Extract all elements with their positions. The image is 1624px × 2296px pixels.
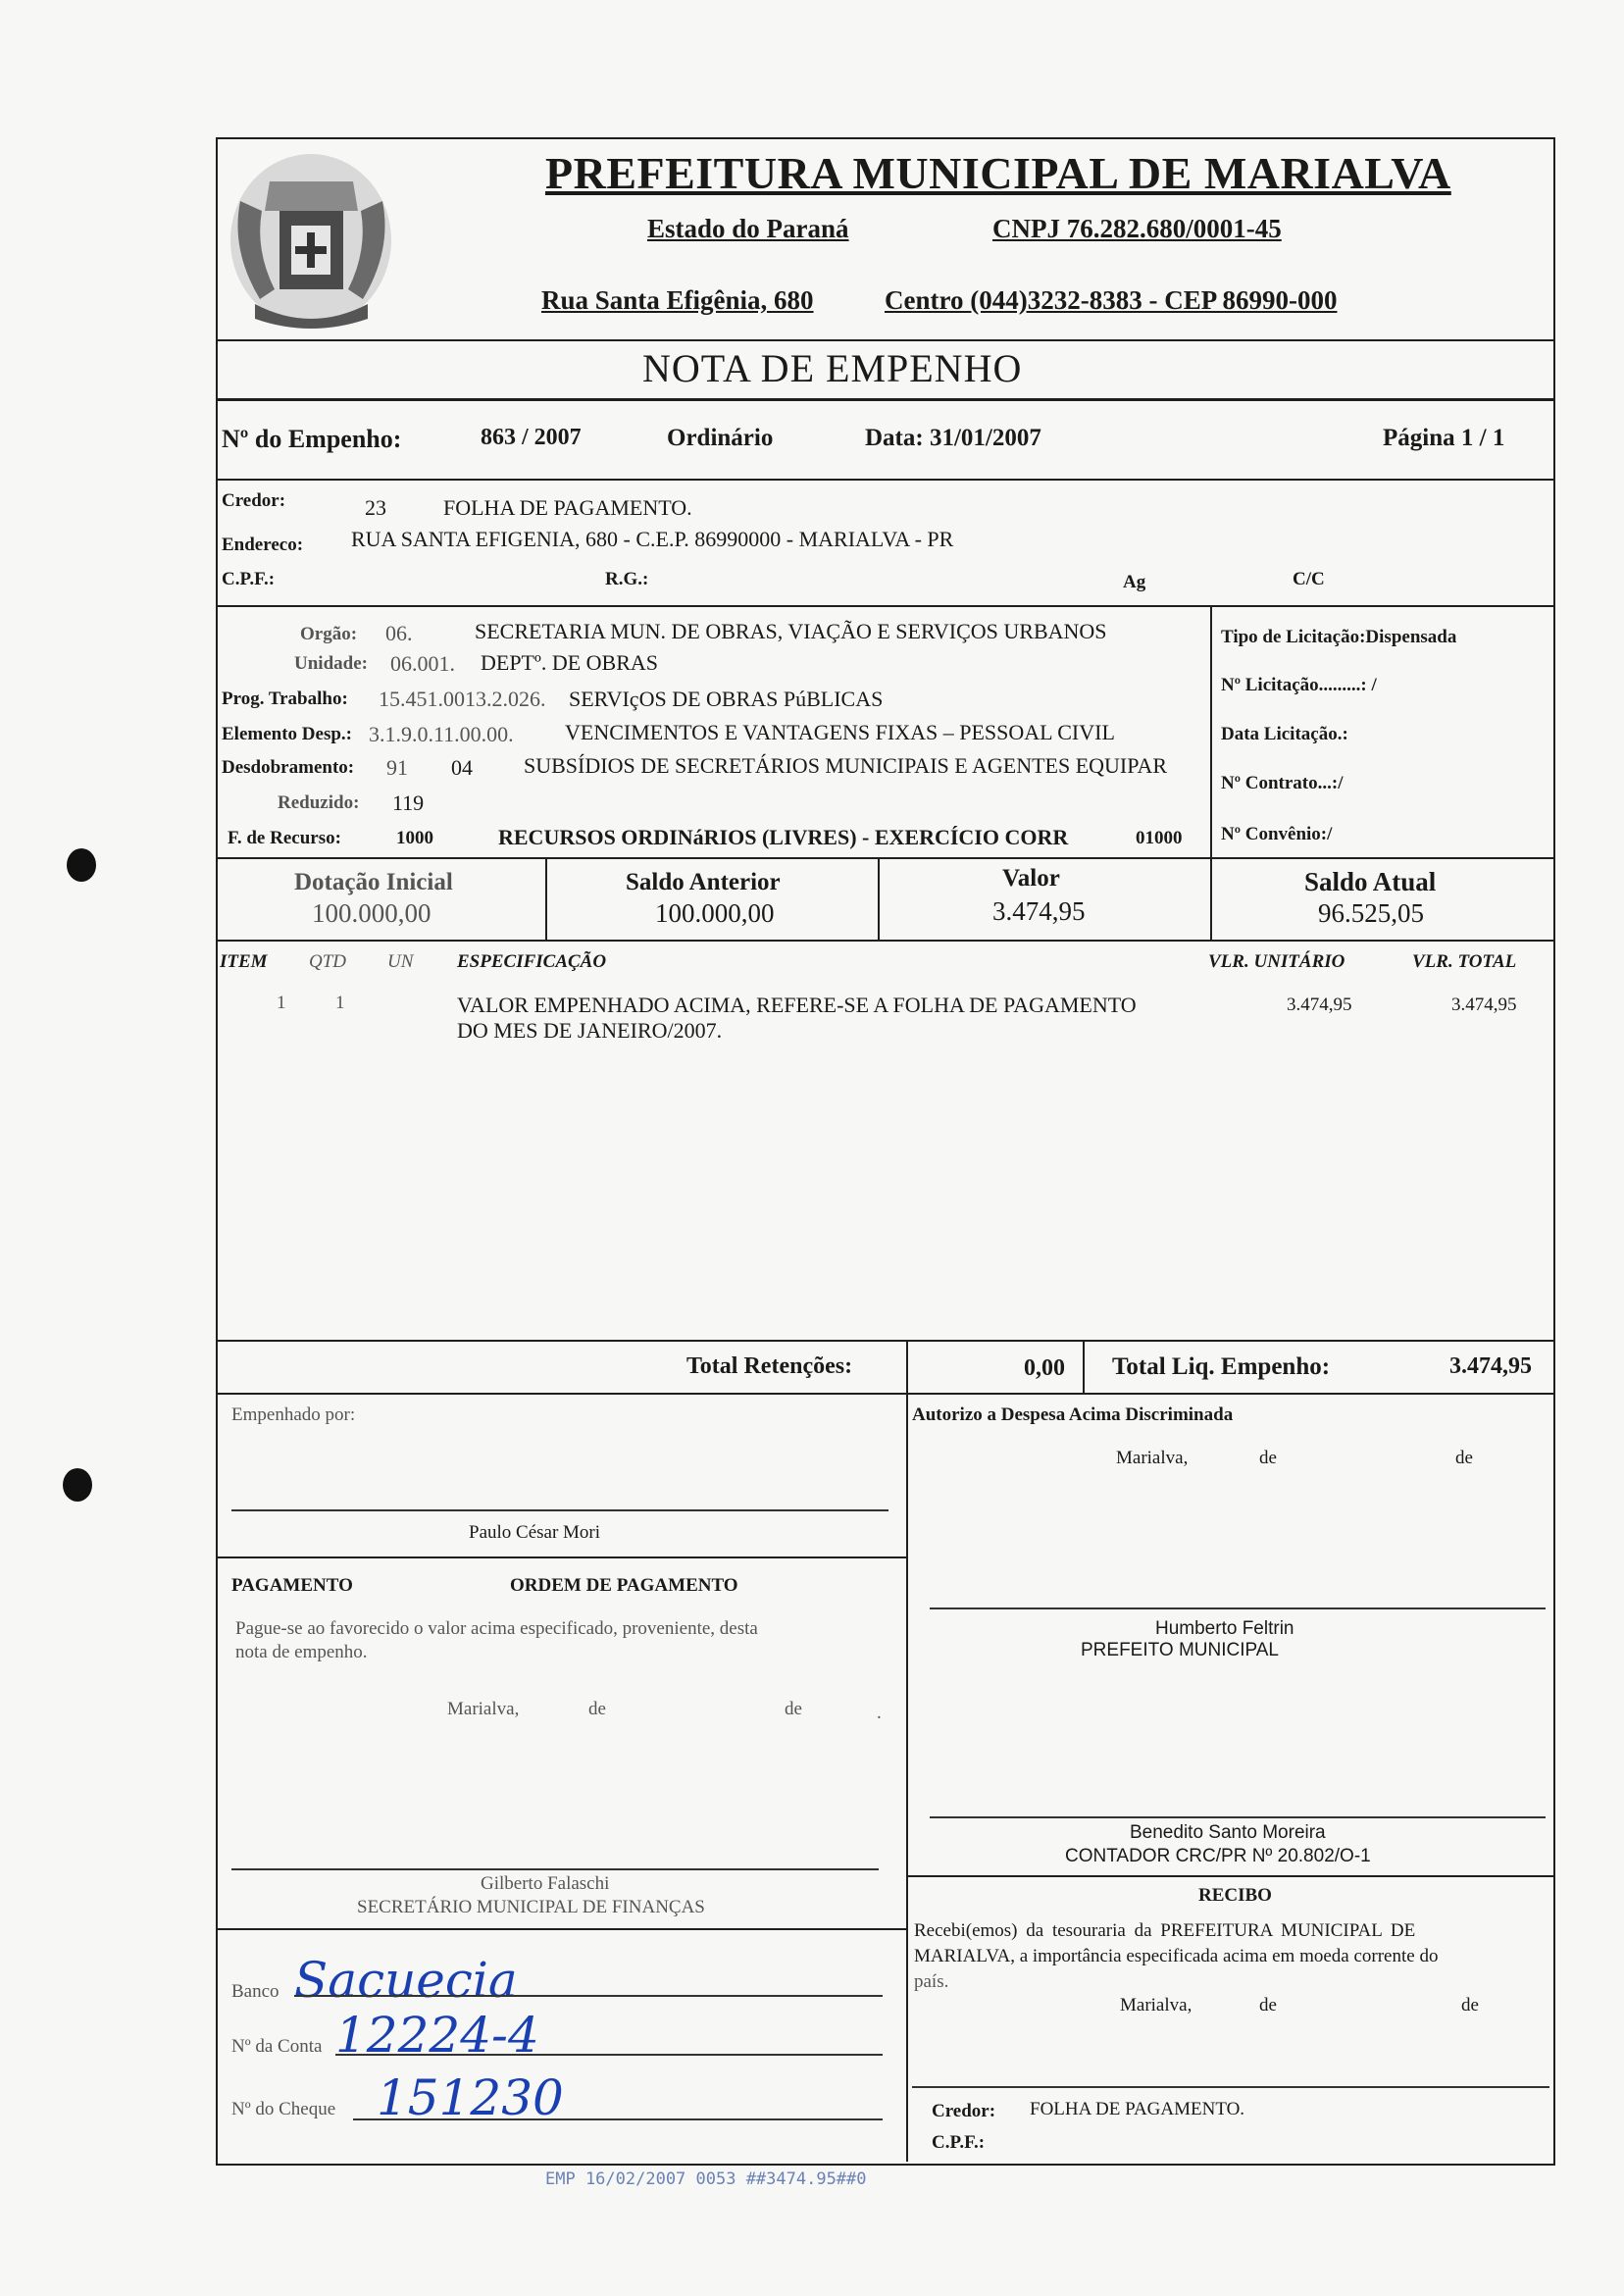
anterior-label: Saldo Anterior	[626, 869, 781, 895]
unidade-label: Unidade:	[294, 653, 368, 674]
header-title: PREFEITURA MUNICIPAL DE MARIALVA	[545, 148, 1451, 198]
recibo-credor-value: FOLHA DE PAGAMENTO.	[1030, 2099, 1245, 2119]
recibo-de-1: de	[1259, 1995, 1277, 2015]
secretario-nome: Gilberto Falaschi	[481, 1873, 610, 1894]
autorizo-de-1: de	[1259, 1448, 1277, 1468]
orgao-label: Orgão:	[300, 624, 358, 644]
autorizo-local: Marialva,	[1116, 1448, 1189, 1468]
item-espec-line1: VALOR EMPENHADO ACIMA, REFERE-SE A FOLHA DE PAGAMENTO	[457, 993, 1137, 1017]
credor-code: 23	[365, 495, 386, 520]
empenho-number-label: Nº do Empenho:	[222, 425, 402, 453]
prefeito-cargo: PREFEITO MUNICIPAL	[1081, 1640, 1279, 1660]
recibo-line2: MARIALVA, a importância especificada acima em moeda corrente do	[914, 1946, 1439, 1966]
prog-label: Prog. Trabalho:	[222, 689, 348, 709]
header-state: Estado do Paraná	[647, 214, 849, 243]
banco-value[interactable]: Sacuecia	[294, 1952, 518, 2009]
item-number: 1	[277, 993, 286, 1013]
conta-value[interactable]: 12224-4	[335, 2007, 539, 2064]
elemento-label: Elemento Desp.:	[222, 724, 352, 744]
recibo-line1: Recebi(emos) da tesouraria da PREFEITURA MUNICIPAL DE	[914, 1920, 1416, 1941]
endereco-label: Endereco:	[222, 535, 304, 555]
item-vlr-unit: 3.474,95	[1287, 995, 1352, 1015]
rg-label: R.G.:	[605, 569, 649, 589]
autorizo-de-2: de	[1455, 1448, 1473, 1468]
pagamento-dot: .	[877, 1703, 882, 1723]
recurso-value: 1000	[396, 828, 433, 848]
orgao-code: 06.	[385, 621, 413, 645]
elemento-value: 3.1.9.0.11.00.00.	[369, 722, 514, 746]
desdobramento-b: 04	[451, 755, 473, 780]
licitacao-numero: Nº Licitação.........: /	[1221, 675, 1377, 695]
recibo-de-2: de	[1461, 1995, 1479, 2015]
empenho-kind: Ordinário	[667, 425, 774, 451]
col-qtd: QTD	[309, 951, 347, 972]
liq-value: 3.474,95	[1449, 1353, 1532, 1379]
credor-label: Credor:	[222, 490, 286, 511]
recurso-label: F. de Recurso:	[228, 828, 341, 848]
reduzido-label: Reduzido:	[278, 792, 360, 813]
pagamento-label: PAGAMENTO	[231, 1575, 353, 1596]
retencoes-label: Total Retenções:	[686, 1353, 853, 1379]
bank-stamp: EMP 16/02/2007 0053 ##3474.95##0	[545, 2169, 867, 2189]
punch-hole-top	[67, 848, 96, 882]
orgao-name: SECRETARIA MUN. DE OBRAS, VIAÇÃO E SERVIÇOS URBANOS	[475, 619, 1107, 643]
secretario-cargo: SECRETÁRIO MUNICIPAL DE FINANÇAS	[357, 1897, 705, 1917]
desdobramento-name: SUBSÍDIOS DE SECRETÁRIOS MUNICIPAIS E AGENTES EQUIPAR	[524, 753, 1168, 778]
endereco-value: RUA SANTA EFIGENIA, 680 - C.E.P. 86990000 - MARIALVA - PR	[351, 527, 954, 551]
header-contact: Centro (044)3232-8383 - CEP 86990-000	[885, 285, 1338, 315]
recibo-local: Marialva,	[1120, 1995, 1193, 2015]
prog-value: 15.451.0013.2.026.	[379, 687, 546, 711]
contador-cargo: CONTADOR CRC/PR Nº 20.802/O-1	[1065, 1846, 1371, 1866]
retencoes-value: 0,00	[1024, 1355, 1065, 1381]
reduzido-value: 119	[392, 791, 425, 815]
empenhado-nome: Paulo César Mori	[469, 1522, 601, 1543]
ordem-pagamento-label: ORDEM DE PAGAMENTO	[510, 1575, 738, 1596]
prefeito-nome: Humberto Feltrin	[1155, 1618, 1294, 1639]
recibo-line3: país.	[914, 1971, 949, 1992]
licitacao-contrato: Nº Contrato...:/	[1221, 773, 1344, 793]
unidade-code: 06.001.	[390, 651, 455, 676]
item-vlr-total: 3.474,95	[1451, 995, 1517, 1015]
liq-label: Total Liq. Empenho:	[1112, 1353, 1331, 1380]
header-address: Rua Santa Efigênia, 680	[541, 285, 814, 315]
header-cnpj: CNPJ 76.282.680/0001-45	[992, 214, 1282, 243]
col-vlr-total: VLR. TOTAL	[1412, 951, 1517, 972]
item-qtd: 1	[335, 993, 345, 1013]
recurso-name: RECURSOS ORDINáRIOS (LIVRES) - EXERCÍCIO CORR	[498, 825, 1069, 849]
ag-label: Ag	[1123, 572, 1146, 592]
credor-name: FOLHA DE PAGAMENTO.	[443, 495, 692, 520]
col-un: UN	[387, 951, 414, 972]
recibo-title: RECIBO	[1198, 1885, 1272, 1906]
cheque-label: Nº do Cheque	[231, 2099, 336, 2119]
pagamento-local: Marialva,	[447, 1699, 520, 1719]
document-type-title: NOTA DE EMPENHO	[642, 346, 1023, 390]
licitacao-data: Data Licitação.:	[1221, 724, 1348, 744]
recurso-code: 01000	[1136, 828, 1183, 848]
dotacao-value: 100.000,00	[312, 898, 431, 928]
atual-value: 96.525,05	[1318, 898, 1424, 928]
empenho-page: Página 1 / 1	[1383, 425, 1505, 451]
empenho-date: Data: 31/01/2007	[865, 425, 1041, 451]
recibo-cpf-label: C.P.F.:	[932, 2132, 986, 2153]
autorizo-text: Autorizo a Despesa Acima Discriminada	[912, 1404, 1234, 1425]
item-espec-line2: DO MES DE JANEIRO/2007.	[457, 1018, 723, 1043]
pagamento-de-2: de	[785, 1699, 802, 1719]
col-item: ITEM	[220, 951, 268, 972]
licitacao-convenio: Nº Convênio:/	[1221, 824, 1333, 844]
col-vlr-unit: VLR. UNITÁRIO	[1208, 951, 1345, 972]
pagamento-de-1: de	[588, 1699, 606, 1719]
licitacao-tipo: Tipo de Licitação:Dispensada	[1221, 627, 1457, 647]
conta-label: Nº da Conta	[231, 2036, 323, 2057]
pague-line2: nota de empenho.	[235, 1642, 368, 1662]
unidade-name: DEPTº. DE OBRAS	[481, 650, 659, 675]
empenho-number: 863 / 2007	[481, 425, 582, 450]
cpf-label: C.P.F.:	[222, 569, 276, 589]
valor-value: 3.474,95	[992, 896, 1086, 926]
cc-label: C/C	[1293, 569, 1325, 589]
pague-line1: Pague-se ao favorecido o valor acima especificado, proveniente, desta	[235, 1618, 758, 1639]
atual-label: Saldo Atual	[1304, 867, 1437, 896]
empenhado-label: Empenhado por:	[231, 1404, 356, 1425]
dotacao-label: Dotação Inicial	[294, 869, 453, 895]
anterior-value: 100.000,00	[655, 898, 775, 928]
recibo-credor-label: Credor:	[932, 2101, 996, 2121]
banco-label: Banco	[231, 1981, 279, 2002]
coat-of-arms-logo	[221, 142, 402, 338]
valor-label: Valor	[1002, 865, 1060, 892]
cheque-value[interactable]: 151230	[377, 2069, 564, 2126]
elemento-name: VENCIMENTOS E VANTAGENS FIXAS – PESSOAL CIVIL	[565, 720, 1115, 744]
contador-nome: Benedito Santo Moreira	[1130, 1822, 1326, 1843]
desdobramento-a: 91	[386, 755, 408, 780]
punch-hole-bottom	[63, 1468, 92, 1502]
prog-name: SERVIçOS DE OBRAS PúBLICAS	[569, 687, 884, 711]
desdobramento-label: Desdobramento:	[222, 757, 355, 778]
col-espec: ESPECIFICAÇÃO	[457, 951, 607, 972]
